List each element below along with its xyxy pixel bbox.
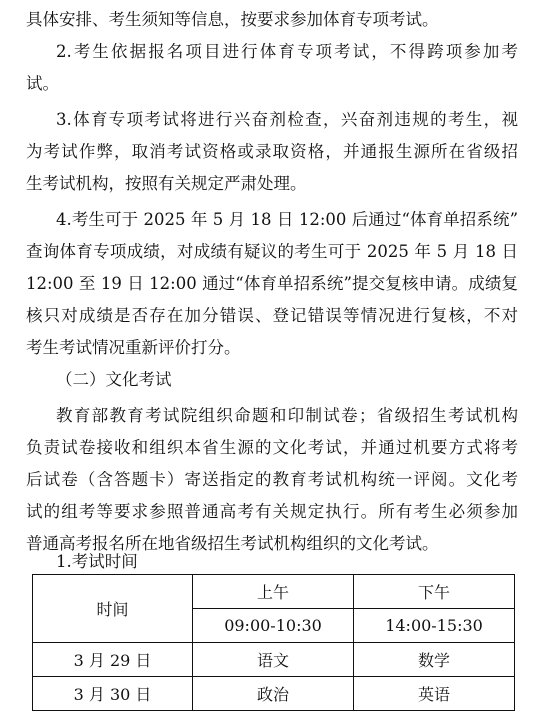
section-title: （二）文化考试 [56,370,172,389]
text-line: 试。 [26,74,59,93]
table-header-row [33,575,515,609]
text-line: 考生考试情况重新评价打分。 [26,338,241,357]
time-header-cell: 时间 [33,575,193,643]
afternoon-header-cell: 下午 [354,575,515,609]
text-line: 教育部教育考试院组织命题和印制试卷；省级招生考试机构 [56,406,518,425]
text-line: 查询体育专项成绩，对成绩有疑议的考生可于 2025 年 5 月 18 日 [26,242,518,261]
morning-time-cell: 09:00-10:30 [193,609,354,643]
text-line: 2.考生依据报名项目进行体育专项考试，不得跨项参加考 [56,42,518,61]
subsection-title: 1.考试时间 [56,552,138,571]
afternoon-subject-cell: 数学 [354,643,515,677]
morning-subject-cell: 语文 [193,643,354,677]
text-line: 普通高考报名所在地省级招生考试机构组织的文化考试。 [26,534,439,553]
text-line: 生考试机构，按照有关规定严肃处理。 [26,174,307,193]
text-line: 核只对成绩是否存在加分错误、登记错误等情况进行复核，不对 [26,306,518,325]
text-line: 试的组考等要求参照普通高考有关规定执行。所有考生必须参加 [26,502,518,521]
text-line: 4.考生可于 2025 年 5 月 18 日 12:00 后通过“体育单招系统” [56,210,518,229]
text-line: 为考试作弊，取消考试资格或录取资格，并通报生源所在省级招 [26,142,518,161]
text-line: 3.体育专项考试将进行兴奋剂检查，兴奋剂违规的考生，视 [56,110,518,129]
text-line: 后试卷（含答题卡）寄送指定的教育考试机构统一评阅。文化考 [26,470,518,489]
afternoon-subject-cell: 英语 [354,677,515,711]
morning-subject-cell: 政治 [193,677,354,711]
date-cell: 3 月 30 日 [33,677,193,711]
text-line: 12:00 至 19 日 12:00 通过“体育单招系统”提交复核申请。成绩复 [26,274,518,293]
text-line: 负责试卷接收和组织本省生源的文化考试，并通过机要方式将考 [26,438,518,457]
table-row [33,643,515,677]
afternoon-time-cell: 14:00-15:30 [354,609,515,643]
text-line: 具体安排、考生须知等信息，按要求参加体育专项考试。 [26,10,439,29]
table-row [33,677,515,711]
morning-header-cell: 上午 [193,575,354,609]
date-cell: 3 月 29 日 [33,643,193,677]
exam-schedule-table [32,574,515,711]
